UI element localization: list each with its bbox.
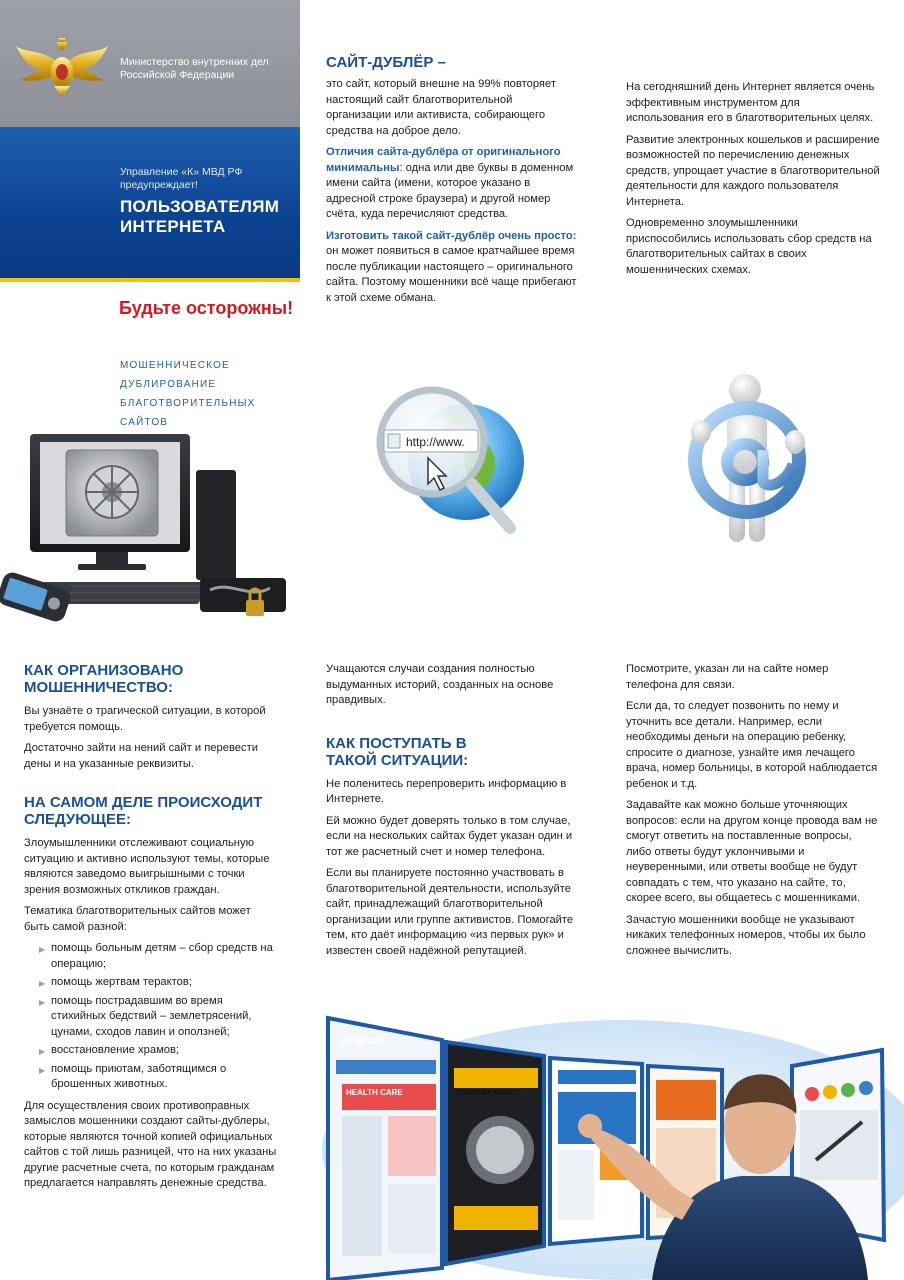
paragraph <box>326 229 578 307</box>
list-item-text: помощь жертвам терактов; <box>51 976 192 988</box>
subtitle-line: МОШЕННИЧЕСКОЕ <box>120 360 230 371</box>
bullet-arrow-icon: ▶ <box>39 1047 46 1056</box>
website-screen <box>446 1042 544 1264</box>
ministry-name: Министерство внутренних дел Российской Федерации <box>120 56 269 81</box>
paragraph: Посмотрите, указан ли на сайте номер телефона для связи. <box>626 663 829 691</box>
section-heading: КАК ОРГАНИЗОВАНО МОШЕННИЧЕСТВО: <box>24 662 184 696</box>
paragraph: Если да, то следует позвонить по нему и уточнить все детали. Например, если необходимы деньги на операцию ребенку, спросите о диагнозе, узнайте имя лечащего врача, номер больницы, в которой наблюдается ребенок и т.д. <box>626 700 878 790</box>
list-item-text: помощь больным детям – сбор средств на операцию; <box>51 942 273 970</box>
paragraph: Если вы планируете постоянно участвовать в благотворительной деятельности, используйте сайт, принадлежащий благотворительной организации или группе активистов. Помогайте тем, кто даёт информацию «из первых рук» и известен своей надёжной репутацией. <box>326 867 574 957</box>
paragraph: На сегодняшний день Интернет является очень эффективным инструментом для использования его в благотворительных целях. <box>626 81 875 124</box>
paragraph: Развитие электронных кошельков и расширение возможностей по перечислению денежных средств, упрощает участие в благотворительной деятельности для каждого пользователя Интернета. <box>626 133 880 208</box>
paragraph: Не поленитесь перепроверить информацию в Интернете. <box>326 777 567 805</box>
list-item-text: восстановление храмов; <box>51 1044 180 1056</box>
paragraph: Одновременно злоумышленники приспособились использовать сбор средств на благотворительных сайтах в своих мошеннических схемах. <box>626 217 872 276</box>
computer-vault-illustration <box>0 430 300 640</box>
warning-heading: Будьте осторожны! <box>119 298 294 318</box>
paragraph: Зачастую мошенники вообще не указывают никаких телефонных номеров, чтобы их было сложнее вычислить. <box>626 913 866 957</box>
paragraph: Достаточно зайти на нений сайт и перевести дены и на указанные реквизиты. <box>24 742 258 770</box>
paragraph: Тематика благотворительных сайтов может быть самой разной: <box>24 905 251 933</box>
list-item-text: помощь пострадавшим во время стихийных бедствий – землетрясений, цунами, сходов лавин и оползней; <box>51 994 252 1038</box>
paragraph: Учащаются случаи создания полностью выдуманных историй, созданных на основе правдивых. <box>326 663 554 706</box>
internet-intro-column <box>626 80 880 284</box>
list-item-text: помощь приютам, заботящимся о брошенных животных. <box>51 1062 227 1090</box>
leaflet-title: ПОЛЬЗОВАТЕЛЯМ ИНТЕРНЕТА <box>120 197 280 236</box>
screen-brand-text: COMPANY <box>340 1036 386 1046</box>
paragraph: это сайт, который внешне на 99% повторяет настоящий сайт благотворительной организации или активиста, собирающего средства на доброе дело. <box>326 78 556 137</box>
paragraph: Для осуществления своих противоправных замыслов мошенники создают сайты-дублеры, которые являются точной копией официальных сайтов с той лишь разницей, что на них указаны другие расчетные счета, по которым гражданам предлагается направлять денежные средства. <box>24 1099 277 1189</box>
paragraph: Ей можно будет доверять только в том случае, если на нескольких сайтах будет указан один и тот же расчетный счет и номер телефона. <box>326 814 573 858</box>
list-item <box>24 1062 278 1093</box>
websites-screens-man-illustration <box>322 1010 904 1280</box>
paragraph-text: он может появиться в самое кратчайшее время после публикации настоящего – оригинального сайта. Поэтому мошенники всё чаще прибегают к этой схеме обмана. <box>326 245 577 304</box>
bullet-arrow-icon: ▶ <box>39 997 46 1007</box>
department-warning: Управление «К» МВД РФ предупреждает! <box>120 166 243 191</box>
screen-banner-text: HEALTH CARE <box>346 1088 403 1097</box>
verification-advice-column <box>626 662 880 965</box>
list-item <box>24 975 278 991</box>
website-screen <box>328 1018 442 1280</box>
highlight-text: Изготовить такой сайт-дублёр очень просто: <box>326 229 577 242</box>
section-heading: КАК ПОСТУПАТЬ В ТАКОЙ СИТУАЦИИ: <box>326 734 469 769</box>
person-at-sign-illustration <box>683 372 813 547</box>
subtitle <box>120 356 300 432</box>
paragraph: Злоумышленники отслеживают социальную ситуацию и активно используют темы, которые являются заведомо выигрышными с точки зрения возможных откликов граждан. <box>24 837 270 896</box>
subtitle-line: САЙТОВ <box>120 417 169 428</box>
paragraph-text: : одна или две буквы в доменном имени сайта (имени, которое указано в адресной строке браузера) и другой номер счёта, куда перечисляют средства. <box>326 161 574 220</box>
site-double-column <box>326 54 578 312</box>
globe-magnifier-illustration <box>370 372 530 542</box>
subtitle-line: БЛАГОТВОРИТЕЛЬНЫХ <box>120 398 256 409</box>
site-double-heading: САЙТ-ДУБЛЁР – <box>326 54 446 71</box>
what-to-do-column <box>326 662 580 965</box>
subtitle-line: ДУБЛИРОВАНИЕ <box>120 379 217 390</box>
url-address-text: http://www. <box>406 435 465 449</box>
screen-brand-text: COMPANY NAME <box>456 1090 514 1097</box>
list-item <box>24 994 278 1041</box>
fraud-organization-column <box>24 662 278 1198</box>
bullet-arrow-icon: ▶ <box>39 979 46 988</box>
paragraph: Задавайте как можно больше уточняющих вопросов: если на другом конце провода вам не смогут ответить на поставленные вопросы, либо ответы будут уклончивыми и неуверенными, или ответы вообще не будут совпадать с тем, что указано на сайте, то, скорее всего, вы общаетесь с мошенниками. <box>626 799 878 904</box>
section-heading: НА САМОМ ДЕЛЕ ПРОИСХОДИТ СЛЕДУЮЩЕЕ: <box>24 794 263 828</box>
double-headed-eagle-emblem-icon <box>14 36 110 98</box>
bullet-arrow-icon: ▶ <box>39 1065 46 1075</box>
highlight-text: Отличия сайта-дублёра от оригинального минимальны <box>326 146 561 174</box>
bullet-arrow-icon: ▶ <box>39 945 46 954</box>
paragraph: Вы узнаёте о трагической ситуации, в которой требуется помощь. <box>24 705 266 733</box>
paragraph <box>326 145 578 223</box>
list-item <box>24 1043 278 1059</box>
charity-topics-list <box>24 941 278 1093</box>
list-item <box>24 941 278 972</box>
